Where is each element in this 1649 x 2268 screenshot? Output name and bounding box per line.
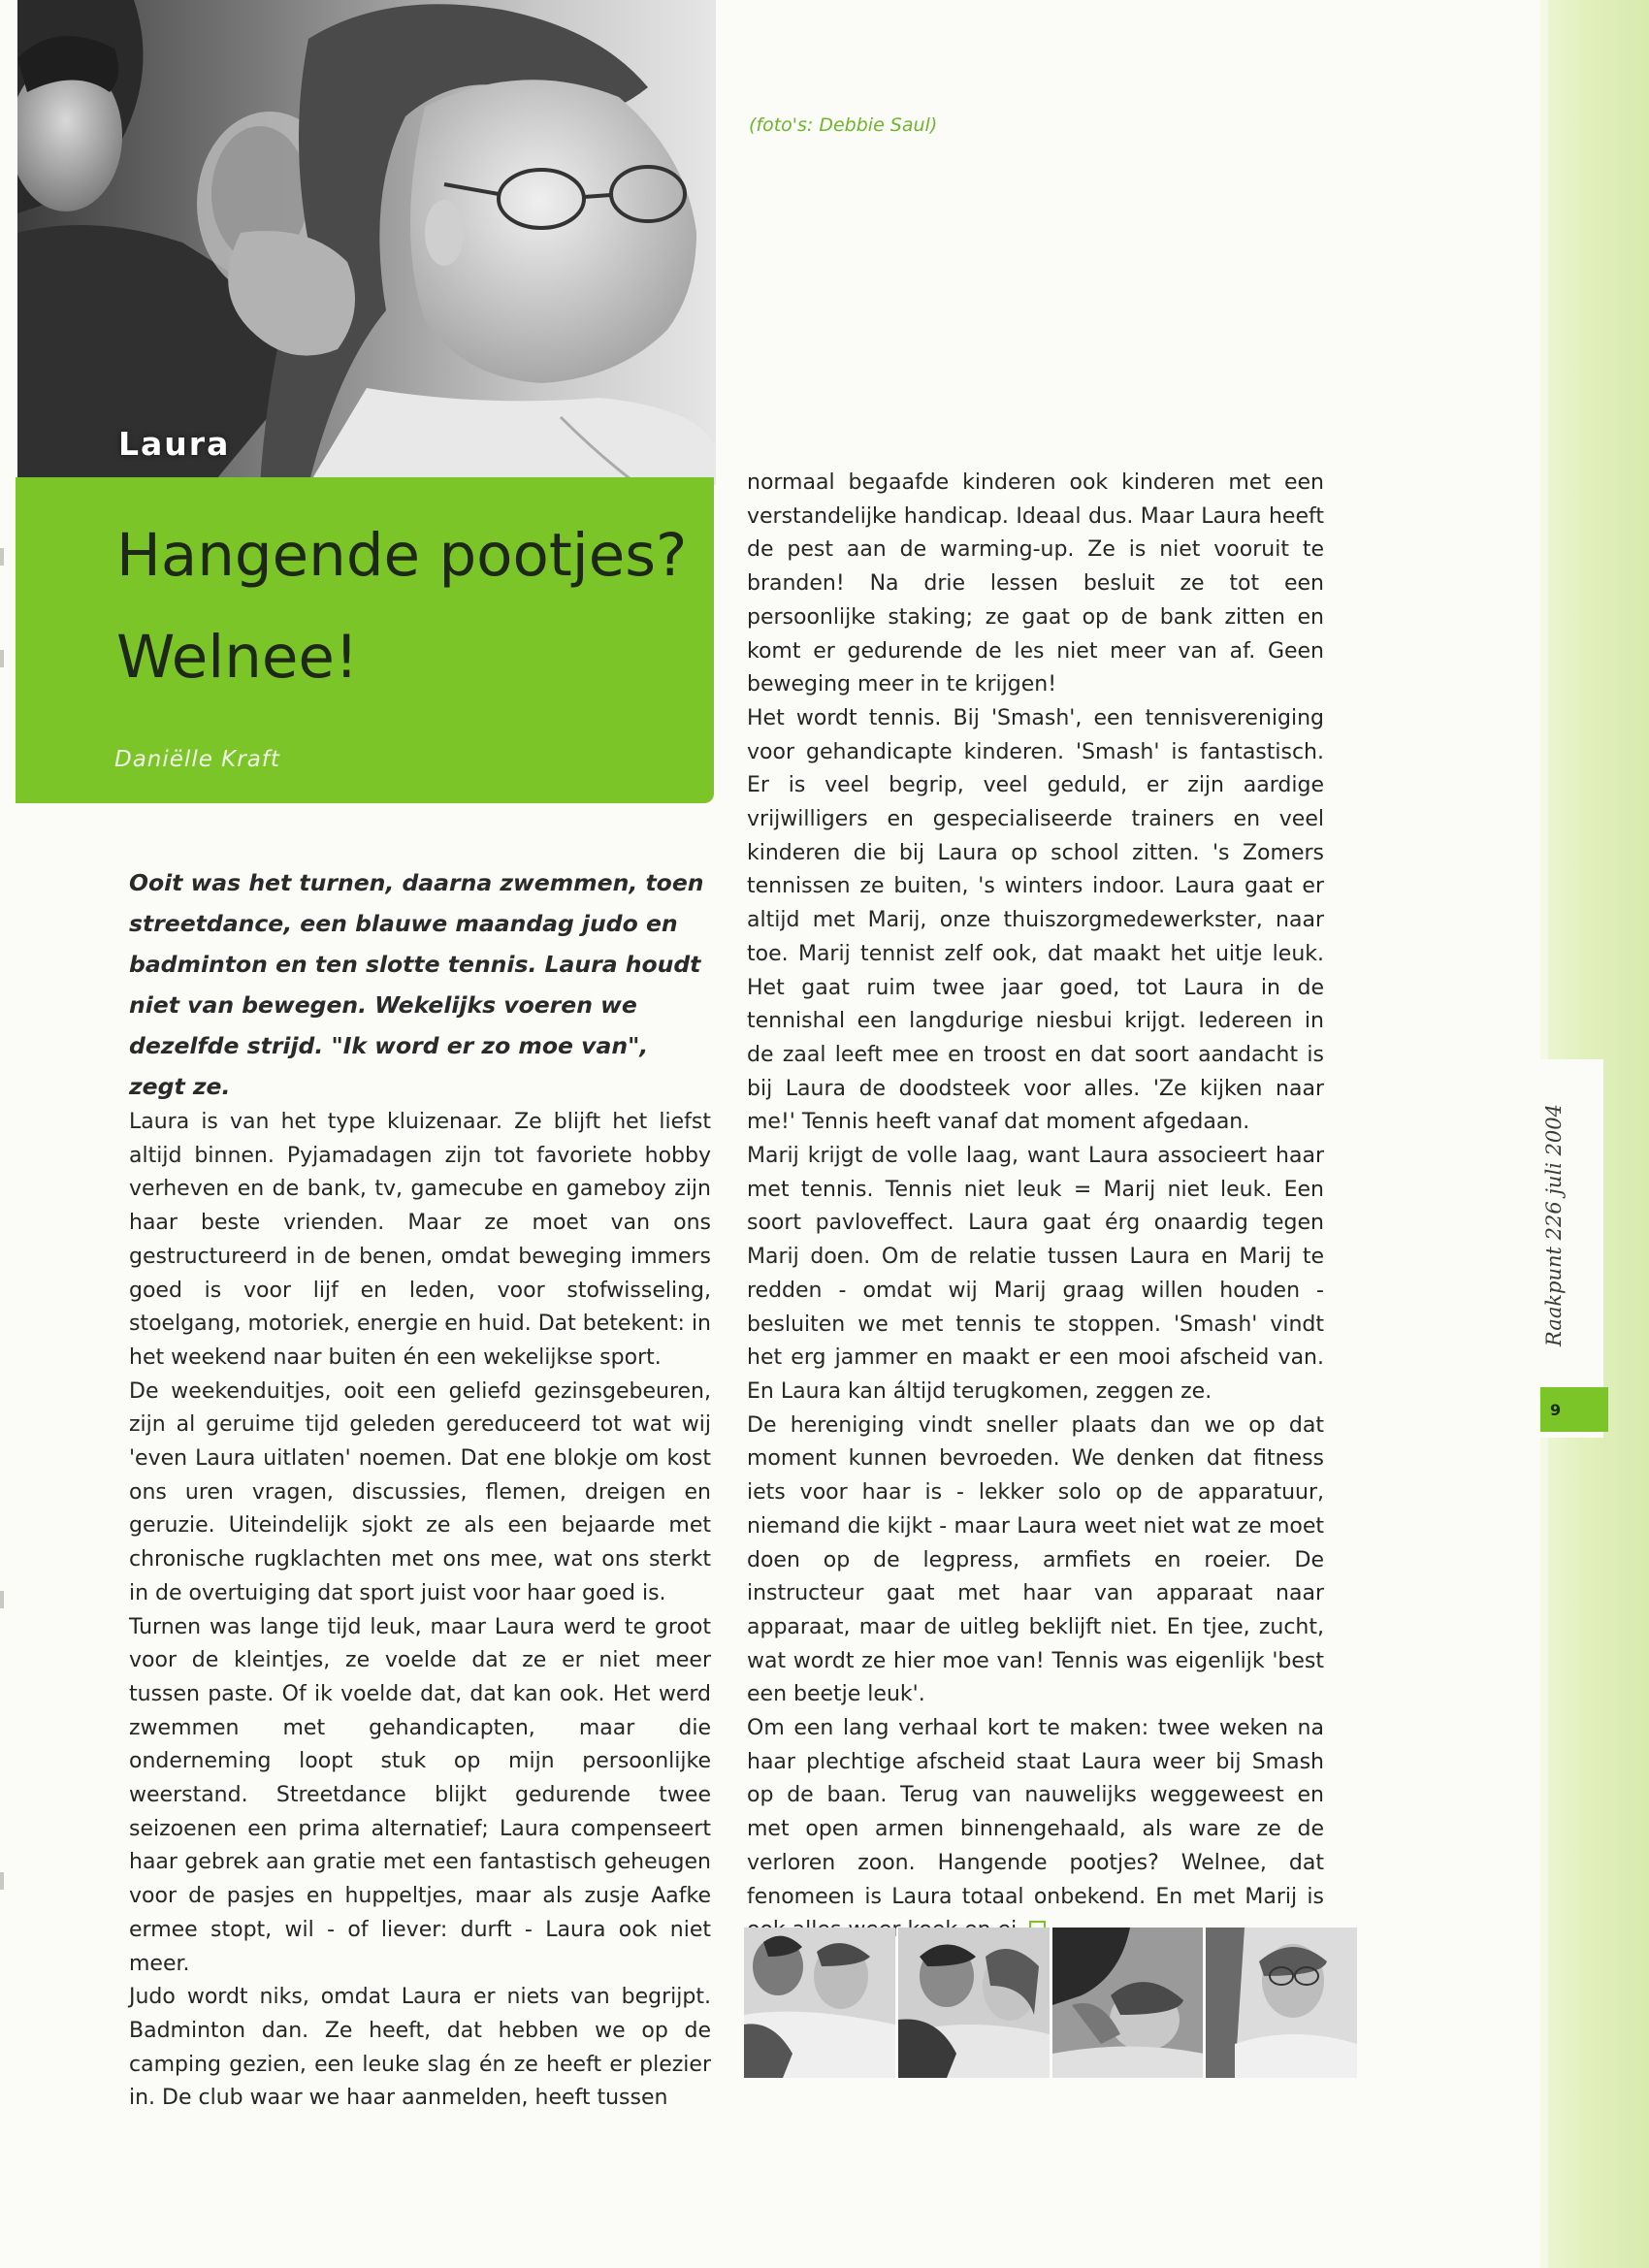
section-kicker: Laura: [118, 425, 231, 463]
photo-thumb: [898, 1928, 1050, 2078]
photo-thumb: [1206, 1928, 1357, 2078]
photo-thumb: [1052, 1928, 1204, 2078]
photo-strip: [744, 1928, 1357, 2078]
main-photo: [17, 0, 716, 485]
body-paragraph: Laura is van het type kluizenaar. Ze blijft het liefst altijd binnen. Pyjamadagen zijn tot favoriete hobby verheven en de bank, tv, gamecube en gameboy zijn haar beste vrienden. Maar ze moet van ons gestructureerd in de benen, omdat beweging immers goed is voor lijf en leden, voor stofwisseling, stoelgang, motoriek, energie en huid. Dat betekent: in het weekend naar buiten én een wekelijkse sport.: [129, 1110, 711, 1370]
title-line-2: Welnee!: [116, 623, 359, 692]
body-paragraph: Het wordt tennis. Bij 'Smash', een tennisvereniging voor gehandicapte kinderen. 'Smash' is fantastisch. Er is veel begrip, veel geduld, er zijn aardige vrijwilligers en gespecialiseerde trainers en veel kinderen die bij Laura op school zitten. 's Zomers tennissen ze buiten, 's winters indoor. Laura gaat er altijd met Marij, onze thuiszorgmedewerkster, naar toe. Marij tennist zelf ook, dat maakt het uitje leuk. Het gaat ruim twee jaar goed, tot Laura in de tennishal een langdurige niesbui krijgt. Iedereen in de zaal leeft mee en troost en dat soort aandacht is bij Laura de doodsteek voor alles. 'Ze kijken naar me!' Tennis heeft vanaf dat moment afgedaan.: [747, 705, 1324, 1135]
body-paragraph: Om een lang verhaal kort te maken: twee weken na haar plechtige afscheid staat Laura weer bij Smash op de baan. Terug van nauwelijks weggeweest en met open armen binnengehaald, als ware ze de verloren zoon. Hangende pootjes? Welnee, dat fenomeen is Laura totaal onbekend. En met Marij is: [747, 1716, 1324, 1909]
binding-mark: [0, 1591, 4, 1608]
binding-mark: [0, 650, 4, 667]
article-title: [116, 504, 687, 708]
body-column-right: [747, 467, 1324, 1948]
title-box: [16, 477, 714, 803]
body-paragraph-last: [747, 1712, 1324, 1948]
body-paragraph: De weekenduitjes, ooit een geliefd gezinsgebeuren, zijn al geruime tijd geleden gereduceerd tot wat wij 'even Laura uitlaten' noemen. Dat ene blokje om kost ons uren vragen, discussies, flemen, dreigen en geruzie. Uiteindelijk sjokt ze als een bejaarde met chronische rugklachten met ons mee, wat ons sterkt in de overtuiging dat sport juist voor haar goed is.: [129, 1378, 711, 1605]
photo-thumb: [744, 1928, 895, 2078]
body-paragraph: Judo wordt niks, omdat Laura er niets van begrijpt. Badminton dan. Ze heeft, dat hebben we op de camping gezien, een leuke slag én ze heeft er plezier in. De club waar we haar aanmelden, heeft tussen: [129, 1985, 711, 2111]
intro-lead: [129, 862, 711, 1107]
title-line-1: Hangende pootjes?: [116, 521, 688, 590]
intro-text: Ooit was het turnen, daarna zwemmen, toen streetdance, een blauwe maandag judo en badminton en ten slotte tennis. Laura houdt niet van bewegen. Wekelijks voeren we dezelfde strijd. "Ik word er zo moe van", zegt ze.: [129, 869, 704, 1100]
binding-mark: [0, 1872, 4, 1890]
page-number: 9: [1540, 1387, 1608, 1432]
photo-credit: (foto's: Debbie Saul): [749, 114, 938, 136]
body-paragraph: normaal begaafde kinderen ook kinderen met een verstandelijke handicap. Ideaal dus. Maar Laura heeft de pest aan de warming-up. Ze is niet vooruit te branden! Na drie lessen besluit ze tot een persoonlijke staking; ze gaat op de bank zitten en komt er gedurende de les niet meer van af. Geen beweging meer in te krijgen!: [747, 470, 1324, 697]
body-paragraph: Turnen was lange tijd leuk, maar Laura werd te groot voor de kleintjes, ze voelde dat ze er niet meer tussen paste. Of ik voelde dat, dat kan ook. Het werd zwemmen met gehandicapten, maar die onderneming loopt stuk op mijn persoonlijke weerstand. Streetdance blijkt gedurende twee seizoenen een prima alternatief; Laura compenseert haar gebrek aan gratie met een fantastisch geheugen voor de pasjes en huppeltjes, maar als zusje Aafke ermee stopt, wil - of liever: durft - Laura ook niet meer.: [129, 1614, 711, 1976]
binding-mark: [0, 548, 4, 566]
body-paragraph: Marij krijgt de volle laag, want Laura associeert haar met tennis. Tennis niet leuk = Marij niet leuk. Een soort pavloveffect. Laura gaat érg onaardig tegen Marij doen. Om de relatie tussen Laura en Marij te redden - omdat wij Marij graag willen houden - besluiten we met tennis te stoppen. 'Smash' vindt het erg jammer en maakt er een mooi afscheid van. En Laura kan áltijd terugkomen, zeggen ze.: [747, 1144, 1324, 1404]
author-byline: Daniëlle Kraft: [114, 747, 280, 772]
publication-info: Raakpunt 226 juli 2004: [1542, 1103, 1566, 1346]
photo-illustration: [17, 0, 716, 485]
body-paragraph: De hereniging vindt sneller plaats dan we op dat moment kunnen bevroeden. We denken dat fitness iets voor haar is - lekker solo op de apparatuur, niemand die kijkt - maar Laura weet niet wat ze moet doen op de legpress, armfiets en roeier. De instructeur gaat met haar van apparaat naar apparaat, maar de uitleg beklijft niet. En tjee, zucht, wat wordt ze hier moe van! Tennis was eigenlijk 'best een beetje leuk'.: [747, 1412, 1324, 1707]
body-column-left: [129, 1106, 711, 2116]
